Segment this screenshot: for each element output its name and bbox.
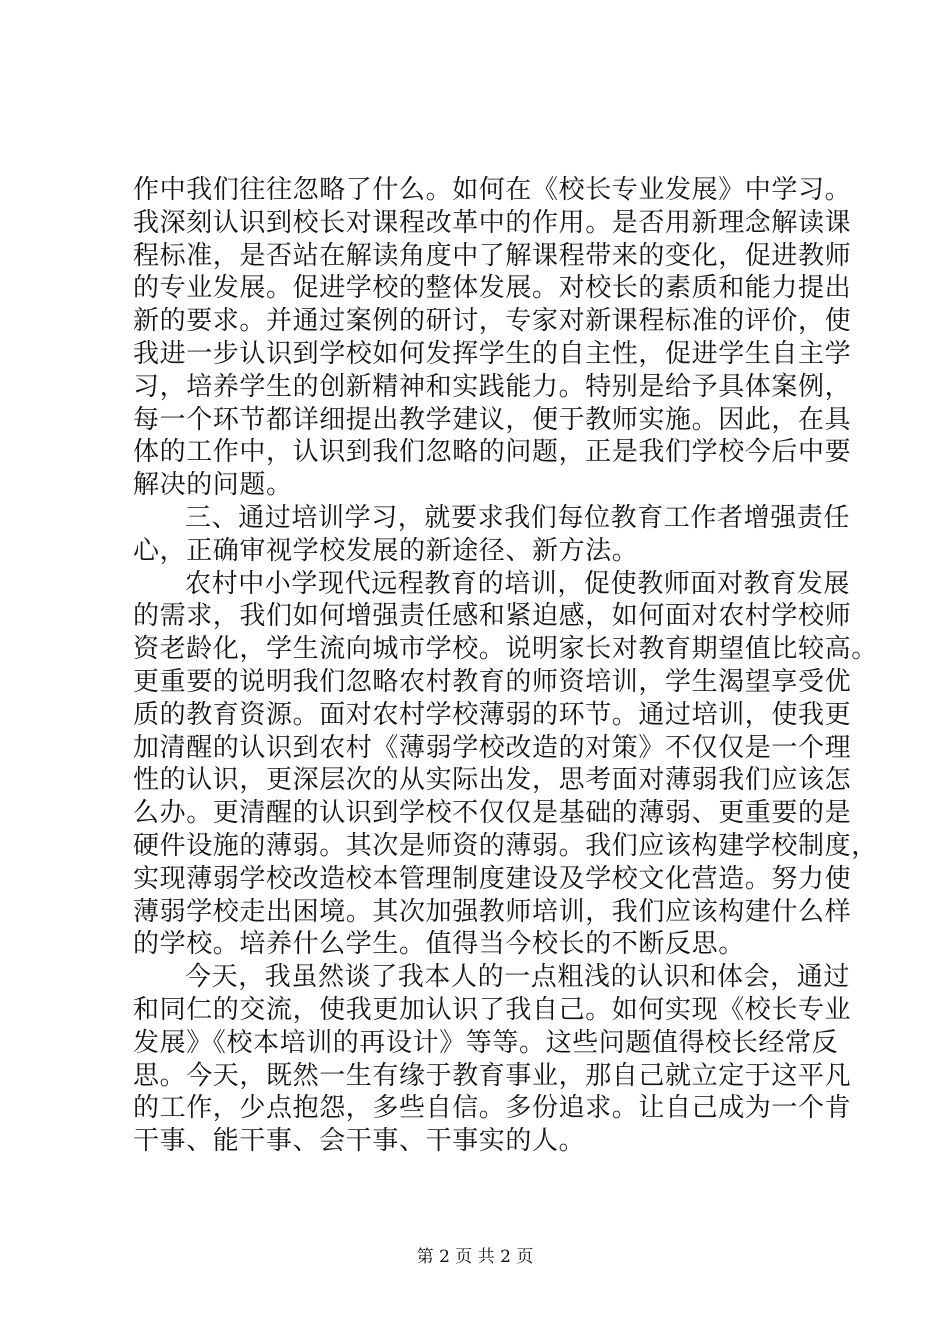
body-line: 每一个环节都详细提出教学建议，便于教师实施。因此，在具 (133, 404, 852, 435)
body-line: 习，培养学生的创新精神和实践能力。特别是给予具体案例， (133, 371, 852, 402)
body-line: 更重要的说明我们忽略农村教育的师资培训，学生渴望享受优 (133, 666, 852, 697)
body-line: 资老龄化，学生流向城市学校。说明家长对教育期望值比较高。 (133, 634, 878, 665)
body-line: 加清醒的认识到农村《薄弱学校改造的对策》不仅仅是一个理 (133, 732, 852, 763)
page-footer: 第 2 页 共 2 页 (416, 1247, 534, 1267)
body-line: 我深刻认识到校长对课程改革中的作用。是否用新理念解读课 (133, 207, 852, 238)
body-line: 质的教育资源。面对农村学校薄弱的环节。通过培训，使我更 (133, 699, 852, 730)
body-line: 硬件设施的薄弱。其次是师资的薄弱。我们应该构建学校制度， (133, 830, 878, 861)
body-line: 的工作，少点抱怨，多些自信。多份追求。让自己成为一个肯 (133, 1093, 852, 1124)
body-line: 么办。更清醒的认识到学校不仅仅是基础的薄弱、更重要的是 (133, 798, 852, 829)
body-line: 的专业发展。促进学校的整体发展。对校长的素质和能力提出 (133, 273, 852, 304)
body-line: 和同仁的交流，使我更加认识了我自己。如何实现《校长专业 (133, 994, 852, 1025)
body-line: 我进一步认识到学校如何发挥学生的自主性，促进学生自主学 (133, 338, 852, 369)
body-line: 思。今天，既然一生有缘于教育事业，那自己就立定于这平凡 (133, 1060, 852, 1091)
body-line: 干事、能干事、会干事、干事实的人。 (133, 1126, 586, 1157)
body-line: 新的要求。并通过案例的研讨，专家对新课程标准的评价，使 (133, 306, 852, 337)
body-line: 解决的问题。 (133, 470, 293, 501)
document-body (133, 174, 878, 1158)
body-line: 的需求，我们如何增强责任感和紧迫感，如何面对农村学校师 (133, 601, 852, 632)
body-line: 程标准，是否站在解读角度中了解课程带来的变化，促进教师 (133, 240, 852, 271)
body-line: 农村中小学现代远程教育的培训，促使教师面对教育发展 (185, 568, 851, 599)
body-line: 体的工作中，认识到我们忽略的问题，正是我们学校今后中要 (133, 437, 852, 468)
body-line: 发展》《校本培训的再设计》等等。这些问题值得校长经常反 (133, 1027, 839, 1058)
body-line: 心，正确审视学校发展的新途径、新方法。 (133, 535, 639, 566)
body-line: 三、通过培训学习，就要求我们每位教育工作者增强责任 (185, 502, 851, 533)
body-line: 薄弱学校走出困境。其次加强教师培训，我们应该构建什么样 (133, 896, 852, 927)
body-line: 今天，我虽然谈了我本人的一点粗浅的认识和体会，通过 (185, 962, 851, 993)
body-line: 的学校。培养什么学生。值得当今校长的不断反思。 (133, 929, 745, 960)
body-line: 实现薄弱学校改造校本管理制度建设及学校文化营造。努力使 (133, 863, 852, 894)
body-line: 性的认识，更深层次的从实际出发，思考面对薄弱我们应该怎 (133, 765, 852, 796)
body-line: 作中我们往往忽略了什么。如何在《校长专业发展》中学习。 (133, 175, 852, 205)
